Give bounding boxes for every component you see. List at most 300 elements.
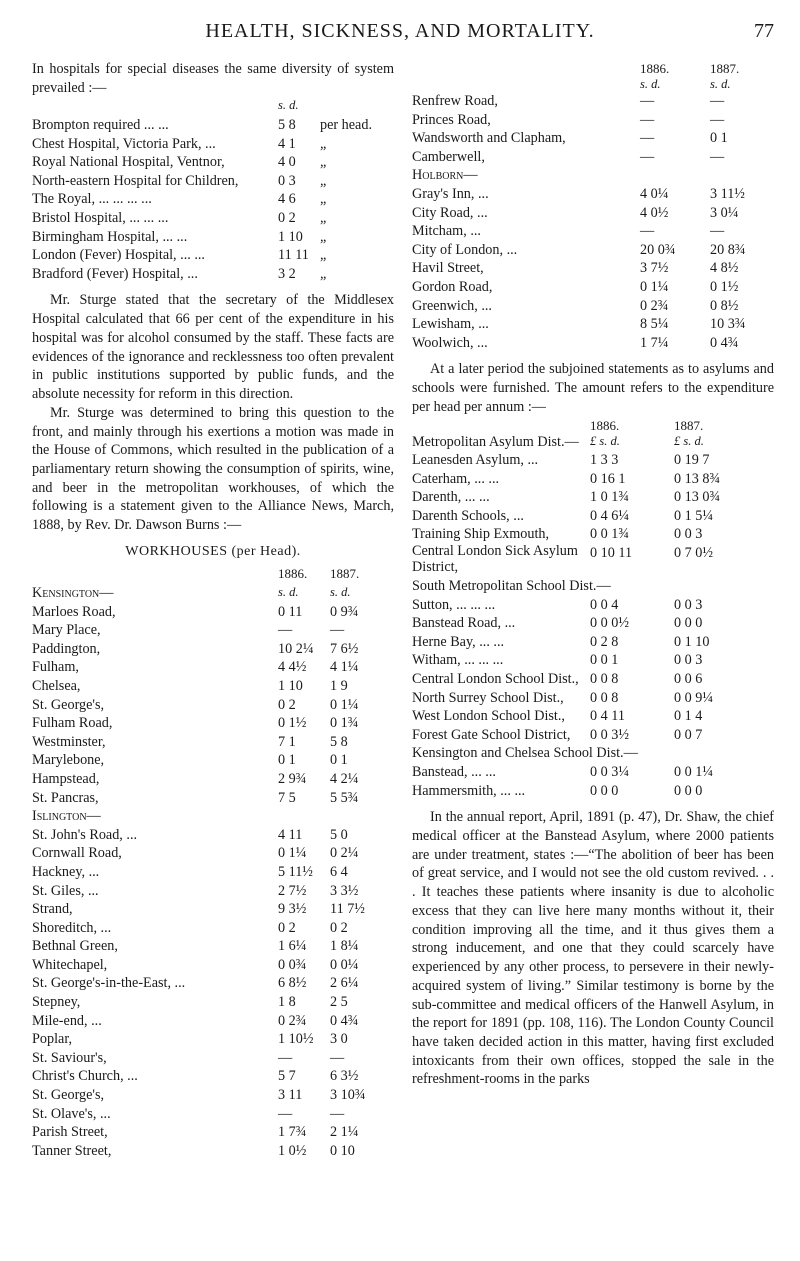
row-label: Greenwich, ... bbox=[412, 297, 492, 314]
value-1887: 5 0 bbox=[330, 826, 348, 843]
asylum-row bbox=[412, 507, 774, 526]
row-label: Tanner Street, bbox=[32, 1142, 112, 1159]
value-1886: 4 0¼ bbox=[640, 185, 669, 202]
row-label: North-eastern Hospital for Children, bbox=[32, 172, 239, 189]
workhouse-row bbox=[32, 1142, 394, 1161]
workhouse-row bbox=[412, 241, 774, 260]
value-1887: 2 5 bbox=[330, 994, 348, 1011]
workhouse-row bbox=[412, 148, 774, 167]
row-label: Whitechapel, bbox=[32, 956, 108, 973]
row-label: Herne Bay, ... ... bbox=[412, 633, 505, 650]
asylum-row bbox=[412, 488, 774, 507]
row-label: Hammersmith, ... ... bbox=[412, 782, 526, 799]
page-number: 77 bbox=[754, 20, 774, 42]
value-1886: 0 0 1 bbox=[590, 652, 619, 669]
row-label: Sutton, ... ... ... bbox=[412, 596, 496, 613]
row-label: Banstead, ... ... bbox=[412, 764, 496, 781]
left-column bbox=[32, 60, 394, 1160]
asylum-row bbox=[412, 544, 774, 577]
row-label: Renfrew Road, bbox=[412, 93, 498, 109]
value-1886: 0 1¼ bbox=[640, 278, 669, 295]
school-row bbox=[412, 726, 774, 745]
value-1887: 0 0 7 bbox=[674, 726, 703, 743]
row-label: Camberwell, bbox=[412, 148, 485, 165]
workhouse-row bbox=[32, 640, 394, 659]
value-1886: 0 0 0½ bbox=[590, 615, 630, 632]
workhouse-row bbox=[412, 297, 774, 316]
value-1887: 5 8 bbox=[330, 733, 348, 750]
row-label: Hampstead, bbox=[32, 770, 100, 787]
workhouse-row bbox=[32, 751, 394, 770]
row-label: St. George's-in-the-East, ... bbox=[32, 975, 186, 992]
value-1886: 0 4 11 bbox=[590, 708, 625, 725]
value-1887: per head. bbox=[320, 117, 372, 134]
workhouse-row bbox=[32, 1105, 394, 1124]
value-1886: 6 8½ bbox=[278, 975, 307, 992]
value-1887: „ bbox=[320, 228, 327, 245]
value-1887: 0 0 0 bbox=[674, 782, 703, 799]
value-1886: 3 2 bbox=[278, 265, 296, 282]
value-1886: 4 11 bbox=[278, 826, 303, 843]
value-1886: 4 6 bbox=[278, 191, 296, 208]
hospital-row bbox=[32, 190, 394, 209]
value-1886: 0 2 bbox=[278, 210, 296, 227]
row-label: Westminster, bbox=[32, 733, 106, 750]
value-1887: 0 0 3 bbox=[674, 596, 703, 613]
row-label: Royal National Hospital, Ventnor, bbox=[32, 154, 225, 171]
workhouse-row bbox=[32, 993, 394, 1012]
value-1887: 6 3½ bbox=[330, 1068, 359, 1085]
row-label: City Road, ... bbox=[412, 204, 488, 221]
value-1886: 0 1 bbox=[278, 752, 296, 769]
hospital-row bbox=[32, 135, 394, 154]
school-row bbox=[412, 707, 774, 726]
value-1886: 1 7¾ bbox=[278, 1124, 307, 1141]
value-1886: 7 1 bbox=[278, 733, 296, 750]
group-heading-label: Islington— bbox=[32, 808, 101, 825]
paragraph-sturge-2: Mr. Sturge was determined to bring this question to the front, and mainly through his exertions a motion was made in the House of Commons, which resulted in the publication of a parliamentary return showing the consumption of spirits, wine, and beer in the metropolitan workhouses, of which the following is a statement given to the Alliance News, March, 1888, by Rev. Dr. Dawson Burns :— bbox=[32, 404, 394, 534]
row-label: Bristol Hospital, ... ... ... bbox=[32, 210, 169, 227]
value-1887: 0 19 7 bbox=[674, 452, 710, 469]
hospital-row bbox=[32, 246, 394, 265]
value-1887: — bbox=[710, 93, 725, 109]
value-1887: 0 1 bbox=[330, 752, 348, 769]
value-1887: 0 1 4 bbox=[674, 708, 703, 725]
value-1887: „ bbox=[320, 247, 327, 264]
value-1887: 0 0 3 bbox=[674, 652, 703, 669]
workhouse-row bbox=[32, 1086, 394, 1105]
row-label: Training Ship Exmouth, bbox=[412, 526, 550, 543]
value-1887: „ bbox=[320, 210, 327, 227]
value-1886: 0 0 3½ bbox=[590, 726, 630, 743]
row-label: Marloes Road, bbox=[32, 603, 116, 620]
value-1886: 3 7½ bbox=[640, 260, 669, 277]
school-row bbox=[412, 596, 774, 615]
row-label: St. Saviour's, bbox=[32, 1049, 107, 1066]
value-1886: 7 5 bbox=[278, 789, 296, 806]
value-1886: 2 9¾ bbox=[278, 770, 307, 787]
value-1886: 5 11½ bbox=[278, 863, 313, 880]
right-column bbox=[412, 60, 774, 1089]
value-1887: 0 2¼ bbox=[330, 845, 359, 862]
row-label: Bethnal Green, bbox=[32, 938, 118, 955]
value-1886: 4 1 bbox=[278, 135, 296, 152]
row-label: St. Olave's, ... bbox=[32, 1105, 111, 1122]
value-1887: 0 7 0½ bbox=[674, 545, 714, 562]
workhouse-row bbox=[32, 956, 394, 975]
value-1887: 3 10¾ bbox=[330, 1087, 366, 1104]
value-1887: „ bbox=[320, 172, 327, 189]
right-table-units: s. d. s. d. bbox=[640, 77, 731, 91]
value-1887: 4 8½ bbox=[710, 260, 739, 277]
workhouse-row bbox=[412, 129, 774, 148]
value-1887: 2 1¼ bbox=[330, 1124, 359, 1141]
value-1886: 0 2¾ bbox=[278, 1012, 307, 1029]
value-1887: — bbox=[330, 1049, 345, 1066]
group-heading-label: South Metropolitan School Dist.— bbox=[412, 578, 611, 595]
value-1886: 2 7½ bbox=[278, 882, 307, 899]
value-1886: 1 10 bbox=[278, 677, 303, 694]
workhouse-row bbox=[32, 1123, 394, 1142]
value-1886: 1 3 3 bbox=[590, 452, 619, 469]
asylum-years: 1886. 1887. bbox=[590, 417, 704, 433]
workhouse-row bbox=[32, 603, 394, 622]
value-1887: 0 1 10 bbox=[674, 633, 710, 650]
hospitals-intro: In hospitals for special diseases the same diversity of system prevailed :— bbox=[32, 61, 394, 96]
row-label: Brompton required ... ... bbox=[32, 117, 169, 134]
value-1887: 0 1 5¼ bbox=[674, 507, 714, 524]
school-row bbox=[412, 651, 774, 670]
running-title: HEALTH, SICKNESS, AND MORTALITY. bbox=[205, 20, 595, 42]
workhouse-row bbox=[32, 826, 394, 845]
value-1887: 1 9 bbox=[330, 677, 348, 694]
value-1886: 0 10 11 bbox=[590, 545, 633, 562]
value-1886: 1 6¼ bbox=[278, 938, 307, 955]
workhouse-row bbox=[32, 789, 394, 808]
value-1886: 4 0½ bbox=[640, 204, 669, 221]
group-heading-label: Kensington and Chelsea School Dist.— bbox=[412, 745, 638, 762]
workhouse-row bbox=[32, 900, 394, 919]
row-label: St. George's, bbox=[32, 696, 105, 713]
paragraph-sturge-1: Mr. Sturge stated that the secretary of the Middlesex Hospital calculated that 66 per cent of the expenditure in his hospital was for alcohol consumed by the staff. These facts are evidences of the ignorance and recklessness too often prevalent in public institutions supported by public funds, and the absolute necessity for reform in this direction. bbox=[32, 292, 394, 403]
school-row bbox=[412, 689, 774, 708]
row-label: Central London School Dist., bbox=[412, 671, 579, 688]
value-1886: 3 11 bbox=[278, 1087, 303, 1104]
value-1887: — bbox=[710, 111, 725, 128]
row-label: Fulham Road, bbox=[32, 715, 113, 732]
value-1887: 6 4 bbox=[330, 863, 348, 880]
value-1886: — bbox=[640, 93, 655, 109]
value-1886: 0 2 bbox=[278, 919, 296, 936]
value-1887: 0 1¾ bbox=[330, 715, 359, 732]
value-1886: 0 0 1¾ bbox=[590, 526, 630, 543]
value-1886: 1 0½ bbox=[278, 1142, 307, 1159]
value-1886: — bbox=[640, 130, 655, 147]
row-label: St. John's Road, ... bbox=[32, 826, 138, 843]
value-1886: 0 2 bbox=[278, 696, 296, 713]
hospital-row bbox=[32, 172, 394, 191]
row-label: City of London, ... bbox=[412, 241, 518, 258]
row-label: Stepney, bbox=[32, 994, 81, 1011]
value-1886: 0 4 6¼ bbox=[590, 507, 630, 524]
workhouse-row bbox=[32, 863, 394, 882]
value-1886: 0 0 3¼ bbox=[590, 764, 630, 781]
value-1887: 0 0 0 bbox=[674, 615, 703, 632]
school-row bbox=[412, 763, 774, 782]
workhouse-row bbox=[32, 1049, 394, 1068]
row-label: Strand, bbox=[32, 901, 73, 918]
value-1887: 10 3¾ bbox=[710, 316, 746, 333]
workhouse-row bbox=[32, 937, 394, 956]
group-heading bbox=[412, 166, 774, 185]
workhouse-row bbox=[412, 334, 774, 353]
value-1886: 0 0 8 bbox=[590, 689, 619, 706]
value-1887: „ bbox=[320, 191, 327, 208]
hospitals-table bbox=[32, 116, 394, 283]
row-label: Mary Place, bbox=[32, 622, 101, 639]
row-label: Cornwall Road, bbox=[32, 845, 122, 862]
value-1886: — bbox=[640, 111, 655, 128]
workhouse-row bbox=[32, 733, 394, 752]
value-1887: 3 3½ bbox=[330, 882, 359, 899]
hospitals-col-head: s. d. bbox=[278, 98, 299, 113]
value-1887: — bbox=[330, 622, 345, 639]
school-row bbox=[412, 633, 774, 652]
page-header bbox=[0, 14, 800, 50]
workhouse-row bbox=[32, 770, 394, 789]
value-1887: 0 0 1¼ bbox=[674, 764, 714, 781]
workhouse-row bbox=[32, 1030, 394, 1049]
value-1886: 0 0 8 bbox=[590, 671, 619, 688]
group-heading bbox=[32, 584, 394, 603]
row-label: Chest Hospital, Victoria Park, ... bbox=[32, 135, 216, 152]
value-1887: — bbox=[330, 1105, 345, 1122]
row-label: Princes Road, bbox=[412, 111, 491, 128]
row-label: Woolwich, ... bbox=[412, 334, 488, 351]
group-heading-label: Holborn— bbox=[412, 167, 478, 184]
value-1887: 3 0 bbox=[330, 1031, 348, 1048]
value-1887: „ bbox=[320, 154, 327, 171]
value-1886: 0 16 1 bbox=[590, 470, 626, 487]
value-1886: — bbox=[640, 223, 655, 240]
value-1887: 7 6½ bbox=[330, 640, 359, 657]
workhouse-row bbox=[412, 278, 774, 297]
row-label: Birmingham Hospital, ... ... bbox=[32, 228, 188, 245]
value-1887: „ bbox=[320, 135, 327, 152]
value-1886: 1 10 bbox=[278, 228, 303, 245]
value-1887: 5 5¾ bbox=[330, 789, 359, 806]
row-label: The Royal, ... ... ... ... bbox=[32, 191, 152, 208]
unit-1886: s. d. bbox=[278, 585, 299, 600]
row-label: Mitcham, ... bbox=[412, 223, 481, 240]
row-label: Leanesden Asylum, ... bbox=[412, 452, 539, 469]
hospital-row bbox=[32, 209, 394, 228]
value-1886: 11 11 bbox=[278, 247, 309, 264]
value-1887: 0 8½ bbox=[710, 297, 739, 314]
workhouse-row bbox=[412, 204, 774, 223]
workhouse-row bbox=[32, 1067, 394, 1086]
value-1887: 0 1 bbox=[710, 130, 728, 147]
value-1887: 0 4¾ bbox=[710, 334, 739, 351]
workhouse-row bbox=[32, 621, 394, 640]
row-label: Christ's Church, ... bbox=[32, 1068, 138, 1085]
row-label: St. George's, bbox=[32, 1087, 105, 1104]
row-label: West London School Dist., bbox=[412, 708, 565, 725]
value-1886: — bbox=[278, 1049, 293, 1066]
value-1887: 0 0¼ bbox=[330, 956, 359, 973]
value-1886: 4 0 bbox=[278, 154, 296, 171]
paragraph-later: At a later period the subjoined statements as to asylums and schools were furnished. The amount refers to the expenditure per head per annum :— bbox=[412, 361, 774, 415]
row-label: Gordon Road, bbox=[412, 278, 493, 295]
workhouse-row bbox=[32, 1012, 394, 1031]
value-1887: 0 9¾ bbox=[330, 603, 359, 620]
value-1886: 0 2¾ bbox=[640, 297, 669, 314]
hospital-row bbox=[32, 265, 394, 284]
row-label: North Surrey School Dist., bbox=[412, 689, 564, 706]
school-row bbox=[412, 614, 774, 633]
value-1886: — bbox=[640, 148, 655, 165]
value-1886: 1 7¼ bbox=[640, 334, 669, 351]
row-label: Forest Gate School District, bbox=[412, 726, 571, 743]
value-1887: 2 6¼ bbox=[330, 975, 359, 992]
value-1887: 3 11½ bbox=[710, 185, 745, 202]
value-1886: 8 5¼ bbox=[640, 316, 669, 333]
value-1887: „ bbox=[320, 265, 327, 282]
value-1887: 0 0 3 bbox=[674, 526, 703, 543]
workhouse-row bbox=[32, 658, 394, 677]
value-1887: 0 0 9¼ bbox=[674, 689, 714, 706]
unit-1887: s. d. bbox=[330, 585, 351, 600]
row-label: St. Pancras, bbox=[32, 789, 99, 806]
workhouse-row bbox=[32, 974, 394, 993]
row-label: Paddington, bbox=[32, 640, 101, 657]
value-1887: 0 13 0¾ bbox=[674, 489, 721, 506]
value-1886: 1 8 bbox=[278, 994, 296, 1011]
workhouse-row bbox=[32, 882, 394, 901]
value-1887: 0 2 bbox=[330, 919, 348, 936]
value-1887: 0 0 6 bbox=[674, 671, 703, 688]
hospital-row bbox=[32, 153, 394, 172]
value-1887: 20 8¾ bbox=[710, 241, 746, 258]
workhouse-row bbox=[32, 714, 394, 733]
row-label: Shoreditch, ... bbox=[32, 919, 112, 936]
value-1887: 0 1½ bbox=[710, 278, 739, 295]
workhouses-years: 1886. 1887. bbox=[278, 566, 360, 582]
value-1887: 1 8¼ bbox=[330, 938, 359, 955]
right-table-years: 1886. 1887. bbox=[640, 61, 740, 76]
value-1886: 0 3 bbox=[278, 172, 296, 189]
workhouse-row bbox=[412, 259, 774, 278]
value-1887: 4 2¼ bbox=[330, 770, 359, 787]
row-label: London (Fever) Hospital, ... ... bbox=[32, 247, 205, 264]
row-label: Lewisham, ... bbox=[412, 316, 489, 333]
group-heading bbox=[412, 744, 774, 763]
value-1886: 20 0¾ bbox=[640, 241, 676, 258]
workhouses-title: WORKHOUSES (per Head). bbox=[125, 543, 301, 559]
school-row bbox=[412, 782, 774, 801]
workhouses-continued-table bbox=[412, 92, 774, 352]
workhouse-row bbox=[412, 111, 774, 130]
row-label: Darenth Schools, ... bbox=[412, 507, 524, 524]
workhouses-table bbox=[32, 584, 394, 1160]
row-label: Darenth, ... ... bbox=[412, 489, 490, 506]
value-1886: 1 0 1¾ bbox=[590, 489, 630, 506]
row-label: Havil Street, bbox=[412, 260, 484, 277]
value-1886: 0 1½ bbox=[278, 715, 307, 732]
value-1887: 0 10 bbox=[330, 1142, 355, 1159]
value-1886: 5 8 bbox=[278, 117, 296, 134]
value-1886: 0 11 bbox=[278, 603, 303, 620]
value-1886: 0 0 0 bbox=[590, 782, 619, 799]
workhouse-row bbox=[412, 92, 774, 111]
row-label: St. Giles, ... bbox=[32, 882, 99, 899]
paragraph-banstead: In the annual report, April, 1891 (p. 47), Dr. Shaw, the chief medical officer at the Banstead Asylum, where 2000 patients are under treatment, states :—“The abolition of beer has been of great service, and I would not see the old custom revived. . . . It teaches these patients where insanity is due to alcoholic excess that they can live here many months without it, their condition improving all the time, and it thus gives them a strong inducement, and one that they could scarcely have experienced by any other process, to persevere in their newly-acquired system of living.” Similar testimony is borne by the sub-committee and medical officers of the Hanwell Asylum, in the report for 1891 (pp. 108, 116). The London County Council have taken decided action in this matter, having first excluded intoxicants from their own offices, stopped the sale in the refreshment-rooms in the parks bbox=[412, 809, 774, 1088]
value-1886: 0 1¼ bbox=[278, 845, 307, 862]
value-1887: — bbox=[710, 148, 725, 165]
value-1886: — bbox=[278, 1105, 293, 1122]
value-1886: 1 10½ bbox=[278, 1031, 314, 1048]
workhouse-row bbox=[32, 696, 394, 715]
value-1887: 4 1¼ bbox=[330, 659, 359, 676]
value-1887: — bbox=[710, 223, 725, 240]
row-label: Hackney, ... bbox=[32, 863, 100, 880]
workhouse-row bbox=[32, 677, 394, 696]
workhouse-row bbox=[412, 222, 774, 241]
workhouse-row bbox=[32, 919, 394, 938]
value-1886: 9 3½ bbox=[278, 901, 307, 918]
group-heading bbox=[412, 577, 774, 596]
asylum-row bbox=[412, 470, 774, 489]
row-label: Witham, ... ... ... bbox=[412, 652, 504, 669]
value-1886: 5 7 bbox=[278, 1068, 296, 1085]
group-heading bbox=[32, 807, 394, 826]
asylum-row bbox=[412, 525, 774, 544]
row-label: Mile-end, ... bbox=[32, 1012, 102, 1029]
asylum-row bbox=[412, 451, 774, 470]
value-1887: 0 4¾ bbox=[330, 1012, 359, 1029]
value-1887: 11 7½ bbox=[330, 901, 365, 918]
workhouse-row bbox=[412, 185, 774, 204]
value-1887: 0 13 8¾ bbox=[674, 470, 721, 487]
hospital-row bbox=[32, 116, 394, 135]
row-label: Caterham, ... ... bbox=[412, 470, 500, 487]
group-heading-label: Kensington— bbox=[32, 585, 114, 602]
row-label: Parish Street, bbox=[32, 1124, 108, 1141]
row-label: Banstead Road, ... bbox=[412, 615, 516, 632]
hospital-row bbox=[32, 228, 394, 247]
asylums-table bbox=[412, 451, 774, 800]
row-label: Chelsea, bbox=[32, 677, 81, 694]
row-label: Fulham, bbox=[32, 659, 79, 676]
row-label: Bradford (Fever) Hospital, ... bbox=[32, 265, 198, 282]
value-1887: 0 1¼ bbox=[330, 696, 359, 713]
school-row bbox=[412, 670, 774, 689]
value-1886: 4 4½ bbox=[278, 659, 307, 676]
workhouse-row bbox=[412, 315, 774, 334]
asylum-heading-row: Metropolitan Asylum Dist.— £ s. d. £ s. d. bbox=[412, 433, 704, 450]
row-label: Poplar, bbox=[32, 1031, 73, 1048]
value-1886: 0 0¾ bbox=[278, 956, 307, 973]
row-label: Wandsworth and Clapham, bbox=[412, 130, 566, 147]
value-1887: 3 0¼ bbox=[710, 204, 739, 221]
value-1886: 0 2 8 bbox=[590, 633, 619, 650]
value-1886: — bbox=[278, 622, 293, 639]
value-1886: 0 0 4 bbox=[590, 596, 619, 613]
row-label: Central London Sick Asylum District, bbox=[412, 543, 578, 575]
workhouse-row bbox=[32, 844, 394, 863]
row-label: Gray's Inn, ... bbox=[412, 185, 489, 202]
value-1886: 10 2¼ bbox=[278, 640, 314, 657]
